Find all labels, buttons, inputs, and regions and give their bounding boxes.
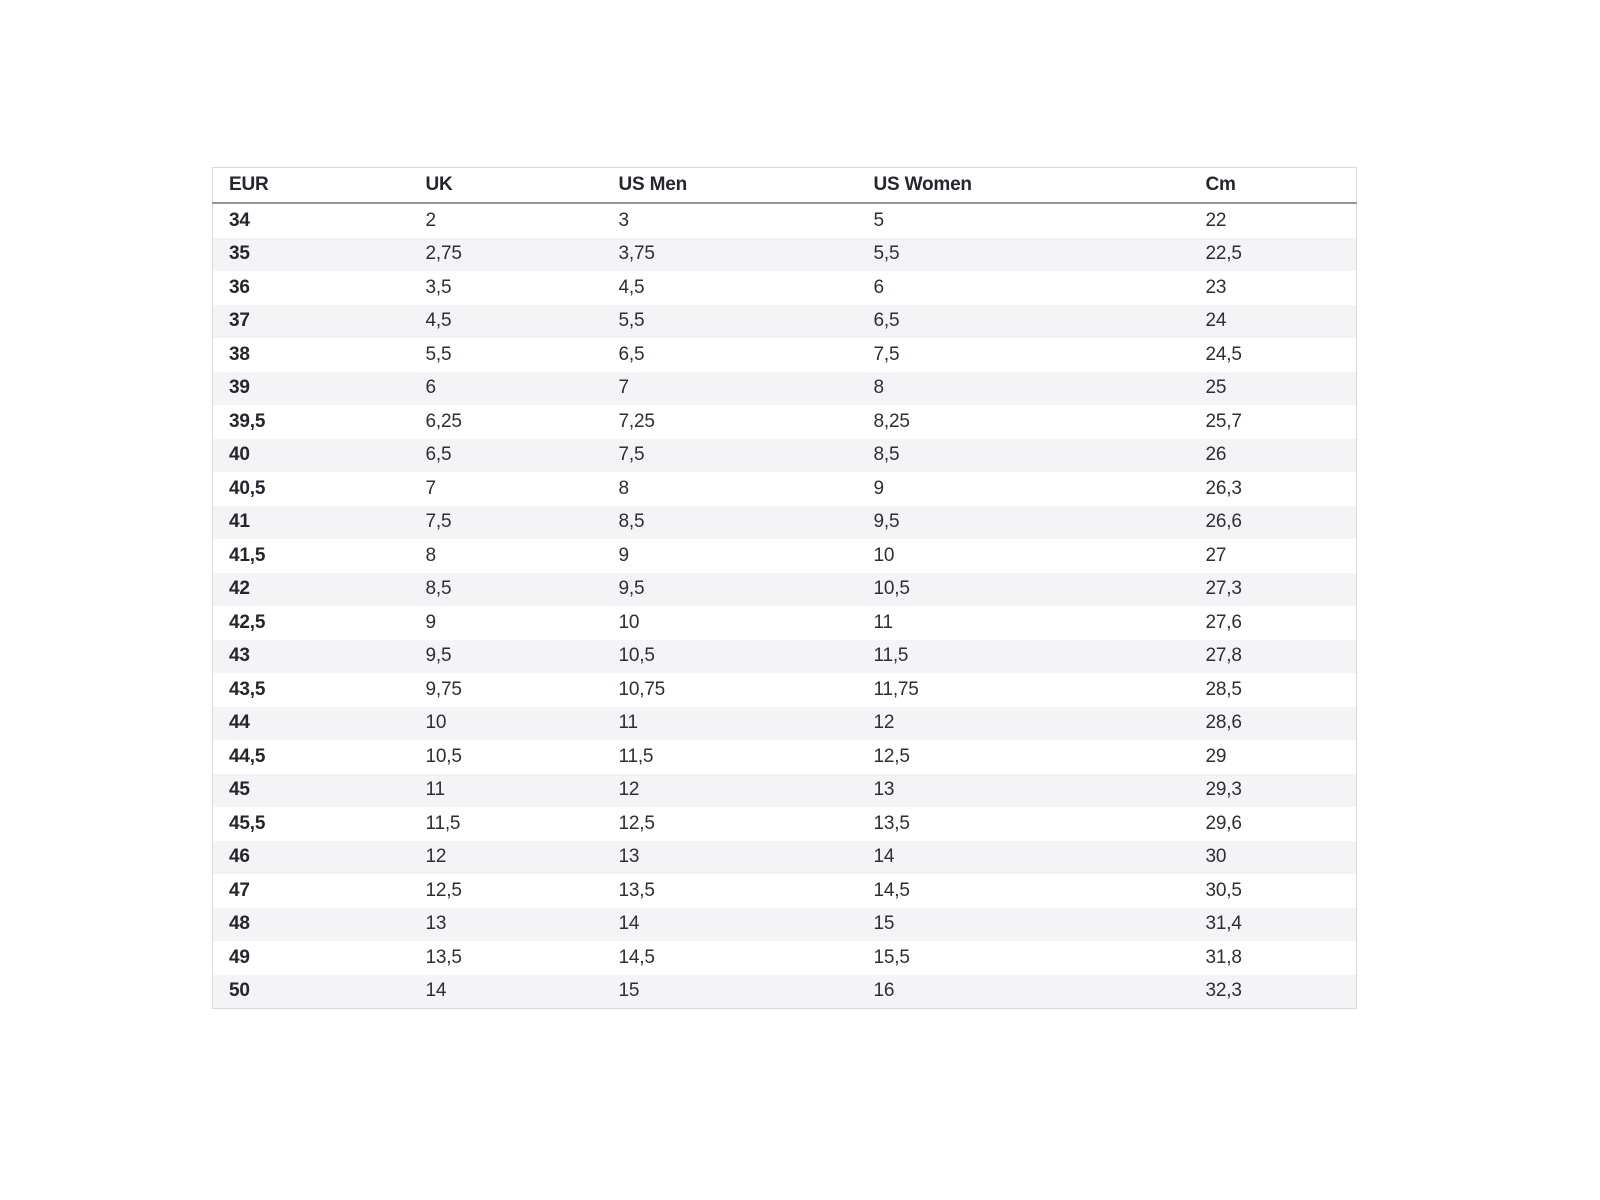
cell-us-women: 9 bbox=[873, 477, 884, 499]
cell-us-men: 11,5 bbox=[618, 745, 654, 767]
cell-us-women: 11,75 bbox=[873, 678, 919, 700]
table-row bbox=[213, 807, 1357, 841]
table-row bbox=[213, 372, 1357, 406]
cell-eur: 36 bbox=[229, 276, 250, 298]
cell-uk: 3,5 bbox=[425, 276, 452, 298]
cell-uk: 6,25 bbox=[425, 410, 462, 432]
cell-eur: 41,5 bbox=[229, 544, 266, 566]
cell-cm: 25,7 bbox=[1205, 410, 1242, 432]
cell-uk: 12 bbox=[425, 846, 447, 868]
cell-us-men: 3,75 bbox=[618, 243, 655, 265]
table-row bbox=[213, 673, 1357, 707]
cell-eur: 45 bbox=[229, 779, 250, 801]
table-row bbox=[213, 539, 1357, 573]
cell-eur: 34 bbox=[229, 209, 250, 231]
cell-us-men: 5,5 bbox=[618, 310, 645, 332]
cell-uk: 6,5 bbox=[425, 444, 452, 466]
cell-us-women: 9,5 bbox=[873, 511, 900, 533]
cell-us-men: 4,5 bbox=[618, 276, 645, 298]
cell-us-men: 7,5 bbox=[618, 444, 645, 466]
cell-cm: 32,3 bbox=[1205, 980, 1242, 1002]
cell-uk: 4,5 bbox=[425, 310, 452, 332]
cell-cm: 26,3 bbox=[1205, 477, 1242, 499]
cell-eur: 41 bbox=[229, 511, 250, 533]
cell-uk: 6 bbox=[425, 377, 436, 399]
cell-uk: 5,5 bbox=[425, 343, 452, 365]
table-row bbox=[213, 874, 1357, 908]
cell-cm: 24,5 bbox=[1205, 343, 1242, 365]
cell-us-women: 8,5 bbox=[873, 444, 900, 466]
cell-us-women: 11,5 bbox=[873, 645, 909, 667]
cell-eur: 48 bbox=[229, 913, 250, 935]
cell-us-men: 10,75 bbox=[618, 678, 666, 700]
table-row bbox=[213, 740, 1357, 774]
table-row bbox=[213, 606, 1357, 640]
cell-us-men: 12 bbox=[618, 779, 640, 801]
cell-us-men: 6,5 bbox=[618, 343, 645, 365]
cell-cm: 28,5 bbox=[1205, 678, 1242, 700]
column-header-uk: UK bbox=[410, 168, 603, 204]
column-header-us-women: US Women bbox=[858, 168, 1190, 204]
cell-uk: 8 bbox=[425, 544, 436, 566]
cell-us-men: 10 bbox=[618, 611, 640, 633]
cell-cm: 27,3 bbox=[1205, 578, 1242, 600]
cell-eur: 45,5 bbox=[229, 812, 266, 834]
cell-cm: 31,8 bbox=[1205, 946, 1242, 968]
table-row bbox=[213, 640, 1357, 674]
cell-us-men: 12,5 bbox=[618, 812, 655, 834]
cell-us-women: 13,5 bbox=[873, 812, 910, 834]
cell-us-women: 16 bbox=[873, 980, 895, 1002]
cell-us-men: 7 bbox=[618, 377, 629, 399]
table-row bbox=[213, 338, 1357, 372]
cell-eur: 37 bbox=[229, 310, 250, 332]
cell-us-men: 9 bbox=[618, 544, 629, 566]
cell-cm: 22 bbox=[1205, 209, 1227, 231]
cell-eur: 42 bbox=[229, 578, 250, 600]
cell-cm: 25 bbox=[1205, 377, 1227, 399]
table-row bbox=[213, 975, 1357, 1009]
cell-eur: 42,5 bbox=[229, 611, 266, 633]
size-chart-container bbox=[212, 167, 1357, 1009]
cell-eur: 49 bbox=[229, 946, 250, 968]
cell-us-women: 10,5 bbox=[873, 578, 910, 600]
cell-cm: 29,6 bbox=[1205, 812, 1242, 834]
cell-eur: 44,5 bbox=[229, 745, 266, 767]
cell-uk: 14 bbox=[425, 980, 447, 1002]
cell-eur: 50 bbox=[229, 980, 250, 1002]
table-row bbox=[213, 707, 1357, 741]
cell-uk: 13 bbox=[425, 913, 447, 935]
cell-eur: 46 bbox=[229, 846, 250, 868]
cell-cm: 29,3 bbox=[1205, 779, 1242, 801]
cell-us-women: 6,5 bbox=[873, 310, 900, 332]
cell-eur: 40,5 bbox=[229, 477, 266, 499]
cell-us-women: 11 bbox=[873, 611, 893, 633]
cell-uk: 10 bbox=[425, 712, 447, 734]
cell-us-men: 9,5 bbox=[618, 578, 645, 600]
cell-cm: 29 bbox=[1205, 745, 1227, 767]
cell-us-men: 14,5 bbox=[618, 946, 655, 968]
cell-us-women: 15,5 bbox=[873, 946, 910, 968]
cell-eur: 39 bbox=[229, 377, 250, 399]
table-row bbox=[213, 271, 1357, 305]
table-row bbox=[213, 941, 1357, 975]
cell-uk: 2,75 bbox=[425, 243, 462, 265]
table-row bbox=[213, 305, 1357, 339]
cell-us-men: 8 bbox=[618, 477, 629, 499]
cell-uk: 12,5 bbox=[425, 879, 462, 901]
size-chart-table bbox=[212, 167, 1357, 1009]
cell-us-men: 3 bbox=[618, 209, 629, 231]
cell-us-women: 14,5 bbox=[873, 879, 910, 901]
cell-us-women: 5,5 bbox=[873, 243, 900, 265]
table-row bbox=[213, 908, 1357, 942]
cell-us-men: 15 bbox=[618, 980, 640, 1002]
column-header-cm: Cm bbox=[1190, 168, 1357, 204]
cell-uk: 11,5 bbox=[425, 812, 461, 834]
cell-us-women: 5 bbox=[873, 209, 884, 231]
column-header-eur: EUR bbox=[213, 168, 410, 204]
cell-uk: 7,5 bbox=[425, 511, 452, 533]
table-row bbox=[213, 841, 1357, 875]
cell-us-women: 6 bbox=[873, 276, 884, 298]
cell-us-men: 11 bbox=[618, 712, 638, 734]
table-row bbox=[213, 203, 1357, 238]
cell-uk: 2 bbox=[425, 209, 436, 231]
cell-us-women: 13 bbox=[873, 779, 895, 801]
cell-uk: 7 bbox=[425, 477, 436, 499]
cell-us-men: 13 bbox=[618, 846, 640, 868]
cell-uk: 8,5 bbox=[425, 578, 452, 600]
cell-us-women: 7,5 bbox=[873, 343, 900, 365]
cell-us-women: 8 bbox=[873, 377, 884, 399]
cell-eur: 47 bbox=[229, 879, 250, 901]
cell-uk: 10,5 bbox=[425, 745, 462, 767]
cell-cm: 27,6 bbox=[1205, 611, 1242, 633]
cell-us-women: 15 bbox=[873, 913, 895, 935]
table-row bbox=[213, 506, 1357, 540]
cell-cm: 24 bbox=[1205, 310, 1227, 332]
cell-uk: 9 bbox=[425, 611, 436, 633]
table-row bbox=[213, 573, 1357, 607]
cell-us-women: 12 bbox=[873, 712, 895, 734]
cell-cm: 30,5 bbox=[1205, 879, 1242, 901]
cell-eur: 44 bbox=[229, 712, 250, 734]
cell-uk: 13,5 bbox=[425, 946, 462, 968]
cell-eur: 39,5 bbox=[229, 410, 266, 432]
cell-us-women: 10 bbox=[873, 544, 895, 566]
cell-eur: 43,5 bbox=[229, 678, 266, 700]
cell-cm: 30 bbox=[1205, 846, 1227, 868]
cell-us-men: 7,25 bbox=[618, 410, 655, 432]
table-body bbox=[213, 203, 1357, 1009]
table-row bbox=[213, 472, 1357, 506]
cell-us-men: 14 bbox=[618, 913, 640, 935]
cell-cm: 27,8 bbox=[1205, 645, 1242, 667]
cell-us-women: 12,5 bbox=[873, 745, 910, 767]
table-row bbox=[213, 405, 1357, 439]
cell-cm: 31,4 bbox=[1205, 913, 1242, 935]
cell-uk: 9,5 bbox=[425, 645, 452, 667]
cell-cm: 23 bbox=[1205, 276, 1227, 298]
cell-uk: 9,75 bbox=[425, 678, 462, 700]
header-row bbox=[213, 168, 1357, 204]
cell-cm: 26 bbox=[1205, 444, 1227, 466]
cell-cm: 27 bbox=[1205, 544, 1227, 566]
column-header-us-men: US Men bbox=[603, 168, 858, 204]
cell-us-women: 14 bbox=[873, 846, 895, 868]
cell-eur: 43 bbox=[229, 645, 250, 667]
cell-us-men: 13,5 bbox=[618, 879, 655, 901]
cell-eur: 35 bbox=[229, 243, 250, 265]
cell-cm: 26,6 bbox=[1205, 511, 1242, 533]
cell-eur: 40 bbox=[229, 444, 250, 466]
cell-us-women: 8,25 bbox=[873, 410, 910, 432]
cell-us-men: 8,5 bbox=[618, 511, 645, 533]
cell-us-men: 10,5 bbox=[618, 645, 655, 667]
table-row bbox=[213, 238, 1357, 272]
cell-cm: 28,6 bbox=[1205, 712, 1242, 734]
table-row bbox=[213, 439, 1357, 473]
cell-uk: 11 bbox=[425, 779, 445, 801]
cell-eur: 38 bbox=[229, 343, 250, 365]
cell-cm: 22,5 bbox=[1205, 243, 1242, 265]
table-row bbox=[213, 774, 1357, 808]
